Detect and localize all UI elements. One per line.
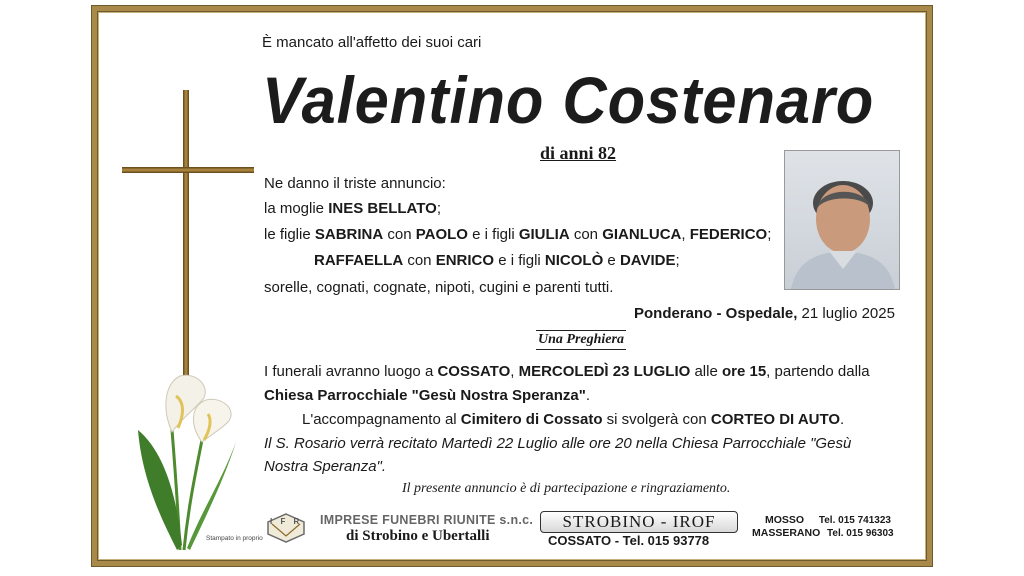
text-segment: ore 15 (721, 363, 767, 380)
masserano-tel: Tel. 015 96303 (827, 528, 894, 539)
wife-name: INES BELLATO (328, 200, 437, 217)
text-segment: e (603, 252, 620, 269)
text-segment: CORTEO DI AUTO (710, 411, 841, 428)
text-segment: , (681, 226, 690, 243)
wife-prefix: la moglie (264, 200, 329, 217)
children-line-1 (264, 226, 771, 243)
text-segment: MERCOLEDÌ 23 LUGLIO (518, 363, 691, 380)
text-segment: e i figli (494, 252, 545, 269)
text-segment: ; (675, 252, 680, 269)
text-segment: con (383, 226, 416, 243)
brand-main: IMPRESE FUNEBRI RIUNITE s.n.c. (320, 513, 534, 527)
funeral-line-2 (264, 387, 590, 404)
text-segment: COSSATO (437, 363, 511, 380)
cross-icon (118, 86, 258, 386)
text-segment: DAVIDE (619, 252, 676, 269)
text-segment: con (403, 252, 436, 269)
text-segment: . (585, 387, 591, 404)
text-segment: . (840, 411, 845, 428)
date-text: 21 luglio 2025 (797, 305, 895, 322)
text-segment: Cimitero di Cossato (460, 411, 603, 428)
text-segment: GIULIA (518, 226, 570, 243)
mosso-tel: Tel. 015 741323 (818, 515, 891, 526)
text-segment: RAFFAELLA (314, 252, 404, 269)
text-segment: ENRICO (435, 252, 495, 269)
intro-text: È mancato all'affetto dei suoi cari (262, 34, 482, 51)
text-segment: ; (767, 226, 772, 243)
text-segment: SABRINA (314, 226, 384, 243)
text-segment: GIANLUCA (602, 226, 682, 243)
deceased-name: Valentino Costenaro (262, 63, 875, 137)
wife-suffix: ; (436, 200, 441, 217)
children-line-2 (314, 252, 680, 269)
calla-lily-icon (132, 370, 242, 555)
wife-line (264, 200, 441, 217)
irf-logo-letters: I F R (270, 517, 303, 526)
brand-sub: di Strobino e Ubertalli (346, 528, 490, 544)
masserano-contact (752, 527, 894, 539)
text-segment: , partendo dalla (766, 363, 870, 380)
text-segment: , (510, 363, 519, 380)
prayer-label: Una Preghiera (536, 330, 626, 350)
funeral-line-3 (302, 411, 844, 428)
place-text: Ponderano - Ospedale, (634, 305, 798, 322)
text-segment: NICOLÒ (544, 252, 604, 269)
relatives-line: sorelle, cognati, cognate, nipoti, cugini e parenti tutti. (264, 279, 614, 296)
participation-text: Il presente annuncio è di partecipazione e ringraziamento. (402, 481, 731, 496)
text-segment: alle (690, 363, 722, 380)
text-segment: PAOLO (415, 226, 468, 243)
rosary-line-2: Nostra Speranza". (264, 458, 387, 475)
mosso-label: MOSSO (765, 514, 805, 526)
text-segment: L'accompagnamento al (302, 411, 461, 428)
deceased-photo (784, 150, 900, 290)
funeral-line-1 (264, 363, 870, 380)
masserano-label: MASSERANO (752, 527, 821, 539)
rosary-line-1: Il S. Rosario verrà recitato Martedì 22 Luglio alle ore 20 nella Chiesa Parrocchiale "Gesù (264, 435, 852, 452)
mosso-contact (765, 514, 891, 526)
text-segment: FEDERICO (689, 226, 768, 243)
text-segment: Chiesa Parrocchiale "Gesù Nostra Speranza" (264, 387, 586, 404)
text-segment: con (569, 226, 603, 243)
cossato-phone: COSSATO - Tel. 015 93778 (548, 533, 710, 548)
stampato-text: Stampato in proprio (206, 535, 263, 542)
text-segment: si svolgerà con (602, 411, 711, 428)
age-text: di anni 82 (540, 143, 617, 163)
strobino-box: STROBINO - IROF (540, 511, 738, 533)
announce-intro: Ne danno il triste annuncio: (264, 175, 446, 192)
text-segment: e i figli (467, 226, 519, 243)
place-date (634, 305, 895, 322)
text-segment: I funerali avranno luogo a (264, 363, 438, 380)
text-segment: le figlie (264, 226, 315, 243)
portrait-icon (785, 151, 899, 289)
